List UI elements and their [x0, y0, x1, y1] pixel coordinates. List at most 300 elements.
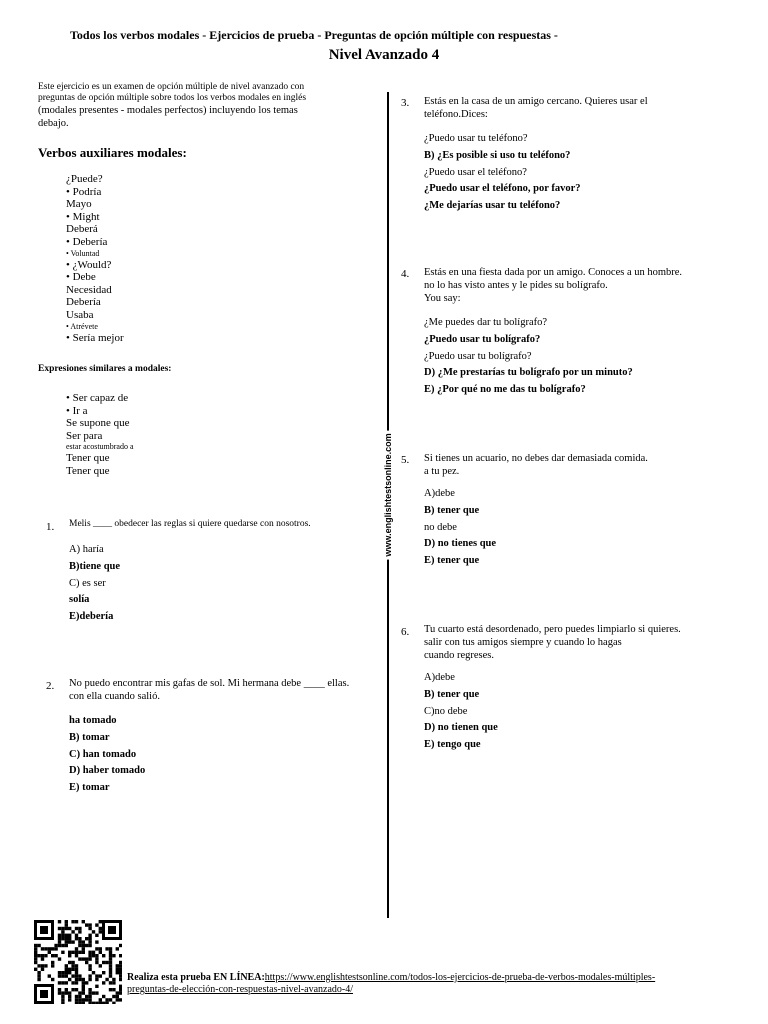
- qr-module: [51, 947, 54, 950]
- qr-module: [44, 947, 47, 950]
- expr-list-item: Tener que: [66, 464, 110, 477]
- question-2-options: [69, 713, 145, 797]
- qr-module: [75, 934, 78, 937]
- qr-module: [61, 930, 64, 933]
- qr-module: [65, 937, 68, 940]
- qr-module: [95, 957, 98, 960]
- qr-module: [99, 930, 102, 933]
- answer-option: B) ¿Es posible si uso tu teléfono?: [424, 149, 571, 161]
- qr-module: [78, 930, 81, 933]
- qr-module: [71, 968, 74, 971]
- qr-module: [99, 974, 102, 977]
- qr-module: [75, 927, 78, 930]
- qr-module: [78, 998, 81, 1001]
- answer-option: ha tomado: [69, 715, 117, 726]
- aux-list-item: • Voluntad: [66, 248, 100, 258]
- footer-link-continued[interactable]: preguntas-de-elección-con-respuestas-nivel-avanzado-4/: [127, 984, 354, 995]
- qr-module: [85, 957, 88, 960]
- page-title: Todos los verbos modales - Ejercicios de prueba - Preguntas de opción múltiple con respuestas -: [70, 28, 558, 42]
- qr-module: [119, 974, 122, 977]
- qr-module: [37, 954, 40, 957]
- qr-module: [112, 981, 115, 984]
- answer-option: E) tomar: [69, 782, 110, 794]
- question-6-options: [424, 670, 498, 754]
- qr-module: [112, 954, 115, 957]
- qr-module: [112, 978, 115, 981]
- answer-option: D) no tienes que: [424, 538, 497, 550]
- qr-module: [85, 981, 88, 984]
- qr-module: [51, 954, 54, 957]
- qr-module: [51, 964, 54, 967]
- qr-module: [82, 944, 85, 947]
- qr-module: [78, 1002, 81, 1004]
- expressions-heading: Expresiones similares a modales:: [38, 364, 172, 374]
- qr-module: [58, 934, 61, 937]
- qr-module: [119, 991, 122, 994]
- aux-list-item: • Podría: [66, 185, 102, 198]
- qr-module: [102, 995, 105, 998]
- answer-option: B) tener que: [424, 504, 480, 516]
- question-text-line: teléfono.Dices:: [424, 109, 488, 120]
- question-text-line: Estás en una fiesta dada por un amigo. Conoces a un hombre.: [424, 267, 683, 278]
- answer-option: ¿Puedo usar tu bolígrafo?: [424, 333, 541, 345]
- qr-module: [75, 937, 78, 940]
- qr-module: [54, 954, 57, 957]
- qr-module: [75, 968, 78, 971]
- answer-option: C) han tomado: [69, 748, 137, 760]
- qr-module: [58, 991, 61, 994]
- qr-module: [65, 964, 68, 967]
- qr-module: [65, 920, 68, 923]
- qr-module: [95, 978, 98, 981]
- qr-module: [82, 985, 85, 988]
- qr-module: [105, 961, 108, 964]
- answer-option: ¿Me puedes dar tu bolígrafo?: [424, 317, 548, 328]
- footer: [127, 972, 727, 996]
- qr-module: [92, 1002, 95, 1004]
- qr-module: [61, 927, 64, 930]
- qr-module: [82, 940, 85, 943]
- qr-module: [61, 934, 64, 937]
- qr-module: [102, 961, 105, 964]
- answer-option: E) ¿Por qué no me das tu bolígrafo?: [424, 384, 586, 396]
- qr-module: [34, 968, 37, 971]
- qr-module: [65, 927, 68, 930]
- qr-module: [44, 964, 47, 967]
- question-number: 1.: [46, 521, 55, 533]
- question-text-line: con ella cuando salió.: [69, 691, 160, 702]
- qr-module: [68, 940, 71, 943]
- footer-label: Realiza esta prueba EN LÍNEA:: [127, 972, 265, 983]
- aux-list-item: Debería: [66, 296, 101, 309]
- qr-module: [54, 944, 57, 947]
- qr-module: [95, 923, 98, 926]
- page-subtitle: Nivel Avanzado 4: [328, 47, 440, 63]
- qr-module: [82, 998, 85, 1001]
- qr-module: [95, 947, 98, 950]
- qr-module: [75, 974, 78, 977]
- qr-module: [82, 1002, 85, 1004]
- qr-module: [65, 944, 68, 947]
- qr-module: [58, 957, 61, 960]
- qr-module: [34, 951, 37, 954]
- qr-module: [88, 991, 91, 994]
- question-3-text: [424, 95, 724, 121]
- qr-module: [41, 968, 44, 971]
- qr-module: [112, 988, 115, 991]
- intro-paragraph: [38, 82, 338, 130]
- qr-module: [78, 940, 81, 943]
- qr-module: [88, 951, 91, 954]
- qr-module: [61, 981, 64, 984]
- qr-module: [68, 934, 71, 937]
- qr-module: [75, 995, 78, 998]
- qr-module: [41, 947, 44, 950]
- expr-list-item: • Ir a: [66, 404, 88, 417]
- qr-module: [105, 998, 108, 1001]
- qr-module: [82, 947, 85, 950]
- aux-list-item: Usaba: [66, 308, 94, 321]
- expr-list-item: Tener que: [66, 452, 110, 465]
- qr-module: [85, 944, 88, 947]
- qr-module: [58, 974, 61, 977]
- qr-module: [65, 988, 68, 991]
- aux-list-item: • Sería mejor: [66, 331, 124, 344]
- qr-module: [78, 995, 81, 998]
- qr-module: [119, 968, 122, 971]
- qr-module: [112, 995, 115, 998]
- answer-option: C) es ser: [69, 577, 106, 589]
- qr-module: [78, 937, 81, 940]
- qr-module: [37, 944, 40, 947]
- qr-module: [65, 968, 68, 971]
- qr-module: [82, 981, 85, 984]
- qr-module: [116, 995, 119, 998]
- question-number: 6.: [401, 626, 410, 638]
- question-text-line: salir con tus amigos siempre y cuando lo hagas: [424, 637, 622, 648]
- question-text-line: Estás en la casa de un amigo cercano. Quieres usar el: [424, 96, 648, 107]
- qr-module: [92, 991, 95, 994]
- qr-module: [82, 991, 85, 994]
- answer-option: D) haber tomado: [69, 765, 146, 777]
- qr-module: [116, 947, 119, 950]
- question-number: 2.: [46, 680, 55, 692]
- qr-module: [65, 971, 68, 974]
- qr-module: [68, 968, 71, 971]
- qr-module: [85, 923, 88, 926]
- qr-module: [119, 944, 122, 947]
- qr-module: [65, 923, 68, 926]
- question-1-options: [69, 542, 120, 626]
- qr-module: [75, 998, 78, 1001]
- qr-module: [88, 927, 91, 930]
- question-4-text: [424, 266, 724, 305]
- qr-module: [34, 957, 37, 960]
- qr-module: [61, 971, 64, 974]
- qr-module: [109, 947, 112, 950]
- aux-list-item: • Debería: [66, 235, 108, 248]
- qr-module: [71, 961, 74, 964]
- aux-list-item: • ¿Would?: [66, 258, 112, 271]
- qr-module: [95, 991, 98, 994]
- qr-module: [58, 920, 61, 923]
- qr-module: [116, 998, 119, 1001]
- qr-module: [88, 923, 91, 926]
- answer-option: E) tengo que: [424, 739, 481, 751]
- qr-module: [109, 954, 112, 957]
- qr-module: [109, 957, 112, 960]
- qr-module: [102, 954, 105, 957]
- qr-module: [75, 954, 78, 957]
- qr-module: [48, 951, 51, 954]
- answer-option: ¿Puedo usar el teléfono?: [424, 166, 527, 178]
- qr-module: [71, 964, 74, 967]
- qr-module: [109, 951, 112, 954]
- qr-module: [61, 998, 64, 1001]
- qr-module: [95, 1002, 98, 1004]
- qr-module: [78, 991, 81, 994]
- qr-module: [71, 920, 74, 923]
- qr-module: [82, 978, 85, 981]
- qr-module: [65, 974, 68, 977]
- qr-module: [75, 1002, 78, 1004]
- qr-module: [88, 998, 91, 1001]
- qr-module: [99, 927, 102, 930]
- qr-module: [99, 951, 102, 954]
- qr-module: [51, 961, 54, 964]
- qr-module: [85, 995, 88, 998]
- qr-module: [68, 937, 71, 940]
- qr-module: [78, 974, 81, 977]
- answer-option: E)debería: [69, 611, 114, 623]
- question-text-line: You say:: [424, 293, 461, 304]
- aux-list-item: ¿Puede?: [66, 173, 103, 185]
- qr-module: [105, 978, 108, 981]
- answer-option: B) tomar: [69, 731, 110, 743]
- qr-module: [109, 964, 112, 967]
- qr-module: [58, 937, 61, 940]
- qr-module: [34, 947, 37, 950]
- qr-module: [88, 978, 91, 981]
- qr-module: [75, 964, 78, 967]
- question-text-line: Si tienes un acuario, no debes dar demasiada comida.: [424, 453, 648, 464]
- question-number: 3.: [401, 97, 410, 109]
- qr-module: [65, 940, 68, 943]
- qr-module: [65, 991, 68, 994]
- qr-module: [109, 968, 112, 971]
- qr-module: [95, 954, 98, 957]
- question-5-text: [424, 452, 724, 478]
- qr-module: [75, 951, 78, 954]
- question-text-line: cuando regreses.: [424, 650, 494, 661]
- answer-option: ¿Me dejarías usar tu teléfono?: [424, 200, 561, 212]
- qr-module: [71, 940, 74, 943]
- qr-code-image: [34, 920, 122, 1004]
- qr-module: [61, 995, 64, 998]
- answer-option: no debe: [424, 521, 457, 533]
- qr-module: [68, 991, 71, 994]
- qr-module: [34, 961, 37, 964]
- qr-module: [58, 940, 61, 943]
- qr-module: [75, 978, 78, 981]
- qr-module: [41, 957, 44, 960]
- qr-module: [34, 954, 37, 957]
- qr-module: [88, 954, 91, 957]
- qr-module: [75, 988, 78, 991]
- aux-list-item: Necesidad: [66, 283, 112, 296]
- question-number: 4.: [401, 268, 410, 280]
- qr-module: [82, 920, 85, 923]
- answer-option: D) ¿Me prestarías tu bolígrafo por un minuto?: [424, 367, 633, 379]
- qr-module: [119, 971, 122, 974]
- side-website-label: www.englishtestsonline.com: [383, 430, 393, 559]
- qr-module: [82, 951, 85, 954]
- qr-module: [102, 971, 105, 974]
- question-4-options: [424, 315, 633, 399]
- footer-link[interactable]: https://www.englishtestsonline.com/todos-los-ejercicios-de-prueba-de-verbos-modales-múltiples-: [264, 972, 656, 983]
- expr-list-item: Se supone que: [66, 417, 130, 430]
- qr-module: [51, 978, 54, 981]
- expr-list-item: Ser para: [66, 429, 103, 442]
- qr-module: [119, 961, 122, 964]
- answer-option: ¿Puedo usar tu teléfono?: [424, 133, 528, 144]
- question-text-line: no lo has visto antes y le pides su bolígrafo.: [424, 280, 608, 291]
- question-text-line: a tu pez.: [424, 466, 460, 477]
- qr-module: [109, 988, 112, 991]
- qr-module: [109, 961, 112, 964]
- qr-module: [119, 985, 122, 988]
- answer-option: C)no debe: [424, 705, 468, 717]
- question-6-text: [424, 623, 724, 662]
- qr-module: [99, 920, 102, 923]
- qr-module: [88, 944, 91, 947]
- qr-module: [102, 1002, 105, 1004]
- qr-module: [48, 974, 51, 977]
- qr-module: [82, 957, 85, 960]
- qr-module: [78, 927, 81, 930]
- qr-module: [78, 957, 81, 960]
- question-1-text: [69, 518, 369, 531]
- aux-verbs-list: [66, 173, 124, 344]
- qr-module: [105, 1002, 108, 1004]
- qr-module: [68, 998, 71, 1001]
- qr-module: [88, 968, 91, 971]
- qr-module: [88, 964, 91, 967]
- qr-module: [58, 944, 61, 947]
- qr-module: [99, 947, 102, 950]
- qr-module: [88, 995, 91, 998]
- qr-module: [95, 934, 98, 937]
- qr-module: [99, 1002, 102, 1004]
- qr-module: [119, 954, 122, 957]
- aux-list-item: • Debe: [66, 271, 96, 284]
- qr-module: [109, 981, 112, 984]
- qr-module: [37, 971, 40, 974]
- qr-module: [61, 1002, 64, 1004]
- answer-option: B) tener que: [424, 688, 480, 700]
- qr-module: [116, 964, 119, 967]
- qr-module: [109, 974, 112, 977]
- qr-module: [112, 1002, 115, 1004]
- aux-verbs-heading: Verbos auxiliares modales:: [38, 145, 187, 160]
- qr-module: [85, 998, 88, 1001]
- answer-option: D) no tienen que: [424, 722, 498, 734]
- qr-module: [92, 951, 95, 954]
- aux-list-item: Deberá: [66, 223, 98, 236]
- qr-module: [71, 988, 74, 991]
- qr-module: [58, 988, 61, 991]
- qr-module: [95, 974, 98, 977]
- qr-module: [78, 978, 81, 981]
- expr-list-item: • Ser capaz de: [66, 392, 129, 404]
- qr-module: [65, 934, 68, 937]
- answer-option: ¿Puedo usar tu bolígrafo?: [424, 350, 532, 362]
- question-2-text: [69, 677, 369, 703]
- qr-module: [37, 978, 40, 981]
- qr-module: [71, 951, 74, 954]
- qr-module: [95, 985, 98, 988]
- qr-module: [116, 971, 119, 974]
- qr-module: [102, 981, 105, 984]
- qr-module: [37, 974, 40, 977]
- qr-module: [119, 998, 122, 1001]
- qr-module: [71, 974, 74, 977]
- qr-module: [85, 961, 88, 964]
- qr-module: [119, 964, 122, 967]
- answer-option: A) haría: [69, 544, 104, 555]
- qr-module: [88, 937, 91, 940]
- intro-line: debajo.: [38, 118, 69, 129]
- question-text-line: No puedo encontrar mis gafas de sol. Mi hermana debe ____ ellas.: [69, 678, 350, 689]
- qr-module: [41, 954, 44, 957]
- qr-module: [116, 968, 119, 971]
- qr-module: [92, 954, 95, 957]
- answer-option: solía: [69, 594, 90, 606]
- question-text-line: Melis ____ obedecer las reglas si quiere quedarse con nosotros.: [69, 519, 311, 529]
- qr-module: [95, 961, 98, 964]
- question-number: 5.: [401, 454, 410, 466]
- qr-module: [92, 930, 95, 933]
- qr-module: [58, 971, 61, 974]
- question-5-options: [424, 486, 496, 570]
- qr-module: [88, 934, 91, 937]
- qr-module: [68, 978, 71, 981]
- qr-module: [95, 940, 98, 943]
- qr-module: [68, 954, 71, 957]
- answer-option: B)tiene que: [69, 560, 121, 572]
- qr-module: [99, 964, 102, 967]
- qr-module: [88, 974, 91, 977]
- answer-option: A)debe: [424, 488, 455, 499]
- qr-module: [61, 974, 64, 977]
- intro-line: (modales presentes - modales perfectos) incluyendo los temas: [38, 105, 298, 116]
- qr-module: [71, 981, 74, 984]
- qr-module: [68, 927, 71, 930]
- qr-module: [41, 964, 44, 967]
- qr-module: [109, 998, 112, 1001]
- qr-module: [78, 951, 81, 954]
- answer-option: ¿Puedo usar el teléfono, por favor?: [424, 183, 581, 195]
- qr-module: [65, 981, 68, 984]
- qr-module: [105, 947, 108, 950]
- qr-module: [54, 947, 57, 950]
- qr-module: [75, 971, 78, 974]
- qr-module: [61, 951, 64, 954]
- answer-option: E) tener que: [424, 555, 480, 567]
- qr-module: [116, 991, 119, 994]
- qr-module: [88, 1002, 91, 1004]
- qr-module: [75, 981, 78, 984]
